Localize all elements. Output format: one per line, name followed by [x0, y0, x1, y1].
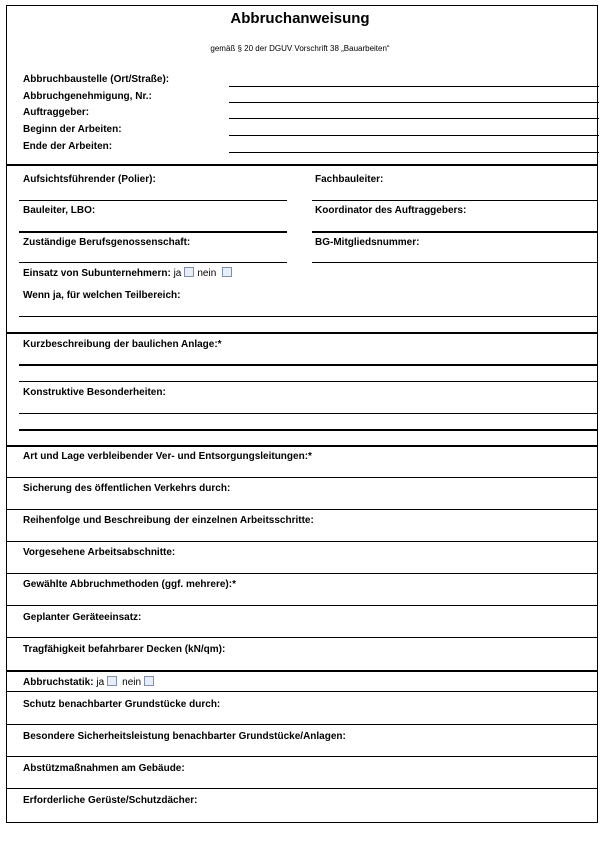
form-subtitle: gemäß § 20 der DGUV Vorschrift 38 „Bauarbeiten“ — [210, 44, 390, 53]
label-supervisor: Aufsichtsführender (Polier): — [23, 174, 156, 185]
label-coordinator: Koordinator des Auftraggebers: — [315, 205, 467, 216]
label-work-steps: Reihenfolge und Beschreibung der einzelnen Arbeitsschritte: — [23, 515, 314, 526]
label-scaffolding: Erforderliche Gerüste/Schutzdächer: — [23, 795, 198, 806]
form-title: Abbruchanweisung — [230, 10, 370, 27]
input-line-permit[interactable] — [229, 102, 599, 103]
subcontractor-label: Einsatz von Subunternehmern: — [23, 268, 171, 279]
label-traffic-safety: Sicherung des öffentlichen Verkehrs durch: — [23, 483, 231, 494]
field-label-client: Auftraggeber: — [23, 107, 90, 118]
subcontractor-yes-checkbox[interactable] — [184, 267, 194, 277]
input-line-site[interactable] — [229, 86, 599, 87]
field-label-end: Ende der Arbeiten: — [23, 141, 113, 152]
input-line-subcontractor[interactable] — [19, 316, 598, 317]
input-line-description-1[interactable] — [19, 364, 598, 366]
label-demolition-methods: Gewählte Abbruchmethoden (ggf. mehrere):* — [23, 579, 236, 590]
input-line-traffic-safety[interactable] — [6, 509, 598, 510]
input-line-work-steps[interactable] — [6, 541, 598, 542]
input-line-start[interactable] — [229, 135, 599, 136]
label-security-deposit: Besondere Sicherheitsleistung benachbarter Grundstücke/Anlagen: — [23, 731, 346, 742]
input-line-constructive-2[interactable] — [19, 429, 598, 431]
statics-no-label: nein — [122, 677, 142, 688]
field-label-start: Beginn der Arbeiten: — [23, 124, 122, 135]
input-line-coordinator[interactable] — [312, 231, 598, 233]
subcontractor-no-label: nein — [197, 268, 217, 279]
divider — [6, 164, 598, 166]
statics-yes-checkbox[interactable] — [107, 676, 117, 686]
input-line-end[interactable] — [229, 152, 599, 153]
divider — [6, 332, 598, 334]
label-neighbor-protection: Schutz benachbarter Grundstücke durch: — [23, 699, 221, 710]
input-line-site-manager[interactable] — [19, 231, 287, 233]
input-line-supervisor[interactable] — [19, 200, 287, 201]
label-short-description: Kurzbeschreibung der baulichen Anlage:* — [23, 339, 222, 350]
label-constructive: Konstruktive Besonderheiten: — [23, 387, 166, 398]
input-line-client[interactable] — [229, 118, 599, 119]
subcontractor-row — [23, 267, 235, 279]
input-line-neighbor-protection[interactable] — [6, 724, 598, 725]
subcontractor-yes-label: ja — [173, 268, 182, 279]
input-line-association[interactable] — [19, 262, 287, 263]
label-site-manager: Bauleiter, LBO: — [23, 205, 96, 216]
statics-yes-label: ja — [96, 677, 105, 688]
input-line-constructive-1[interactable] — [19, 413, 598, 414]
input-line-member-no[interactable] — [312, 262, 598, 263]
input-line-work-sections[interactable] — [6, 573, 598, 574]
statics-label: Abbruchstatik: — [23, 677, 94, 688]
label-utility-lines: Art und Lage verbleibender Ver- und Entsorgungsleitungen:* — [23, 451, 312, 462]
label-member-no: BG-Mitgliedsnummer: — [315, 237, 420, 248]
subcontractor-no-checkbox[interactable] — [222, 267, 232, 277]
statics-row — [23, 676, 157, 688]
input-line-utility-lines[interactable] — [6, 477, 598, 478]
subcontractor-followup: Wenn ja, für welchen Teilbereich: — [23, 290, 181, 301]
label-association: Zuständige Berufsgenossenschaft: — [23, 237, 191, 248]
field-label-site: Abbruchbaustelle (Ort/Straße): — [23, 74, 170, 85]
statics-no-checkbox[interactable] — [144, 676, 154, 686]
label-equipment: Geplanter Geräteeinsatz: — [23, 612, 142, 623]
input-line-equipment[interactable] — [6, 637, 598, 638]
input-line-demolition-methods[interactable] — [6, 605, 598, 606]
input-line-load-capacity[interactable] — [6, 670, 598, 672]
divider — [6, 445, 598, 447]
label-work-sections: Vorgesehene Arbeitsabschnitte: — [23, 547, 176, 558]
label-load-capacity: Tragfähigkeit befahrbarer Decken (kN/qm): — [23, 644, 226, 655]
input-line-security-deposit[interactable] — [6, 756, 598, 757]
divider — [6, 691, 598, 692]
label-specialist: Fachbauleiter: — [315, 174, 384, 185]
input-line-support-measures[interactable] — [6, 788, 598, 789]
field-label-permit: Abbruchgenehmigung, Nr.: — [23, 91, 152, 102]
label-support-measures: Abstützmaßnahmen am Gebäude: — [23, 763, 185, 774]
input-line-specialist[interactable] — [312, 200, 598, 201]
input-line-description-2[interactable] — [19, 381, 598, 382]
